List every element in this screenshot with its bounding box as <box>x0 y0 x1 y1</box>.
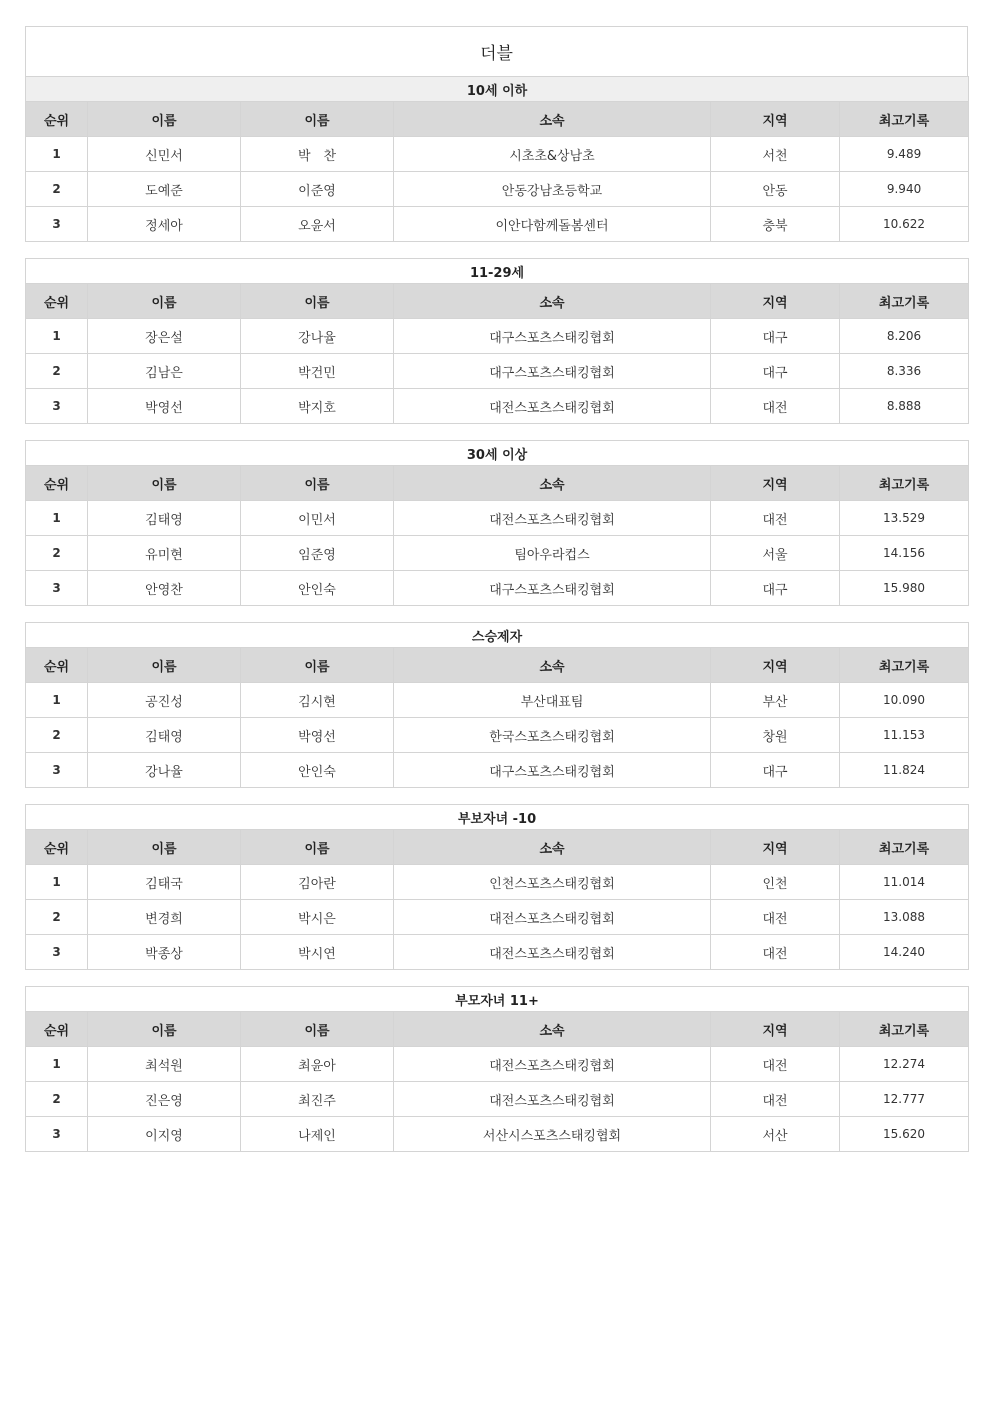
column-header-rank: 순위 <box>26 284 88 319</box>
cell-best-record: 11.824 <box>840 753 969 788</box>
table-row <box>26 900 969 935</box>
cell-rank: 2 <box>26 354 88 389</box>
cell-best-record: 12.777 <box>840 1082 969 1117</box>
section-gap <box>25 970 968 986</box>
cell-rank: 2 <box>26 536 88 571</box>
cell-name2: 임준영 <box>241 536 394 571</box>
table-row <box>26 319 969 354</box>
cell-name1: 정세아 <box>88 207 241 242</box>
column-header-best-record: 최고기록 <box>840 1012 969 1047</box>
cell-region: 대구 <box>711 753 840 788</box>
cell-name2: 오윤서 <box>241 207 394 242</box>
cell-best-record: 15.620 <box>840 1117 969 1152</box>
column-header-region: 지역 <box>711 102 840 137</box>
column-header-region: 지역 <box>711 648 840 683</box>
cell-name1: 김태영 <box>88 718 241 753</box>
table-row <box>26 683 969 718</box>
cell-name1: 박영선 <box>88 389 241 424</box>
cell-name1: 김태영 <box>88 501 241 536</box>
cell-name1: 강나율 <box>88 753 241 788</box>
column-header-name1: 이름 <box>88 466 241 501</box>
results-table <box>25 258 969 424</box>
category-label: 부모자녀 11+ <box>26 987 969 1012</box>
header-row <box>26 284 969 319</box>
category-row <box>26 441 969 466</box>
cell-name2: 최진주 <box>241 1082 394 1117</box>
cell-best-record: 14.156 <box>840 536 969 571</box>
column-header-rank: 순위 <box>26 830 88 865</box>
table-row <box>26 501 969 536</box>
cell-affiliation: 안동강남초등학교 <box>394 172 711 207</box>
cell-affiliation: 대전스포츠스태킹협회 <box>394 389 711 424</box>
category-row <box>26 259 969 284</box>
column-header-best-record: 최고기록 <box>840 830 969 865</box>
table-row <box>26 1047 969 1082</box>
column-header-name1: 이름 <box>88 830 241 865</box>
header-row <box>26 830 969 865</box>
cell-rank: 1 <box>26 137 88 172</box>
column-header-rank: 순위 <box>26 466 88 501</box>
cell-name2: 박건민 <box>241 354 394 389</box>
category-row <box>26 987 969 1012</box>
header-row <box>26 102 969 137</box>
column-header-name2: 이름 <box>241 648 394 683</box>
column-header-name2: 이름 <box>241 466 394 501</box>
cell-region: 서산 <box>711 1117 840 1152</box>
column-header-rank: 순위 <box>26 1012 88 1047</box>
cell-affiliation: 팀아우라컵스 <box>394 536 711 571</box>
cell-best-record: 9.940 <box>840 172 969 207</box>
column-header-best-record: 최고기록 <box>840 284 969 319</box>
cell-affiliation: 대구스포츠스태킹협회 <box>394 753 711 788</box>
cell-name2: 이민서 <box>241 501 394 536</box>
cell-rank: 3 <box>26 753 88 788</box>
cell-name1: 공진성 <box>88 683 241 718</box>
cell-rank: 2 <box>26 172 88 207</box>
sections-container <box>25 76 968 1152</box>
column-header-affiliation: 소속 <box>394 466 711 501</box>
cell-rank: 2 <box>26 1082 88 1117</box>
cell-name2: 박시은 <box>241 900 394 935</box>
column-header-name2: 이름 <box>241 284 394 319</box>
section-gap <box>25 424 968 440</box>
cell-affiliation: 대구스포츠스태킹협회 <box>394 354 711 389</box>
cell-rank: 2 <box>26 718 88 753</box>
category-row <box>26 77 969 102</box>
cell-region: 서천 <box>711 137 840 172</box>
cell-name2: 이준영 <box>241 172 394 207</box>
column-header-rank: 순위 <box>26 648 88 683</box>
column-header-best-record: 최고기록 <box>840 102 969 137</box>
column-header-region: 지역 <box>711 284 840 319</box>
cell-name2: 박지호 <box>241 389 394 424</box>
cell-best-record: 10.090 <box>840 683 969 718</box>
cell-region: 대전 <box>711 501 840 536</box>
column-header-name1: 이름 <box>88 648 241 683</box>
cell-name2: 나제인 <box>241 1117 394 1152</box>
cell-region: 대구 <box>711 319 840 354</box>
table-row <box>26 718 969 753</box>
table-row <box>26 1082 969 1117</box>
cell-best-record: 13.088 <box>840 900 969 935</box>
cell-best-record: 12.274 <box>840 1047 969 1082</box>
table-row <box>26 753 969 788</box>
column-header-name1: 이름 <box>88 284 241 319</box>
cell-best-record: 11.153 <box>840 718 969 753</box>
cell-rank: 2 <box>26 900 88 935</box>
cell-rank: 3 <box>26 571 88 606</box>
table-row <box>26 935 969 970</box>
cell-name2: 박 찬 <box>241 137 394 172</box>
cell-affiliation: 한국스포츠스태킹협회 <box>394 718 711 753</box>
cell-rank: 1 <box>26 1047 88 1082</box>
cell-affiliation: 대전스포츠스태킹협회 <box>394 1047 711 1082</box>
cell-affiliation: 시초초&상남초 <box>394 137 711 172</box>
cell-region: 대전 <box>711 1047 840 1082</box>
cell-name1: 유미현 <box>88 536 241 571</box>
results-table <box>25 622 969 788</box>
section-gap <box>25 788 968 804</box>
cell-best-record: 13.529 <box>840 501 969 536</box>
category-label: 스승제자 <box>26 623 969 648</box>
cell-rank: 1 <box>26 683 88 718</box>
column-header-name1: 이름 <box>88 1012 241 1047</box>
header-row <box>26 466 969 501</box>
table-row <box>26 536 969 571</box>
cell-affiliation: 부산대표팀 <box>394 683 711 718</box>
cell-rank: 3 <box>26 1117 88 1152</box>
cell-best-record: 8.206 <box>840 319 969 354</box>
category-label: 10세 이하 <box>26 77 969 102</box>
cell-region: 인천 <box>711 865 840 900</box>
cell-affiliation: 서산시스포츠스태킹협회 <box>394 1117 711 1152</box>
cell-best-record: 8.336 <box>840 354 969 389</box>
column-header-name2: 이름 <box>241 830 394 865</box>
column-header-region: 지역 <box>711 1012 840 1047</box>
cell-name2: 최윤아 <box>241 1047 394 1082</box>
cell-rank: 1 <box>26 319 88 354</box>
column-header-name2: 이름 <box>241 102 394 137</box>
table-row <box>26 354 969 389</box>
cell-name2: 안인숙 <box>241 571 394 606</box>
column-header-affiliation: 소속 <box>394 830 711 865</box>
column-header-affiliation: 소속 <box>394 284 711 319</box>
table-row <box>26 389 969 424</box>
cell-name2: 김시현 <box>241 683 394 718</box>
cell-rank: 3 <box>26 389 88 424</box>
cell-name2: 안인숙 <box>241 753 394 788</box>
category-row <box>26 623 969 648</box>
cell-region: 창원 <box>711 718 840 753</box>
cell-name1: 김남은 <box>88 354 241 389</box>
cell-affiliation: 대전스포츠스태킹협회 <box>394 1082 711 1117</box>
cell-region: 서울 <box>711 536 840 571</box>
cell-best-record: 15.980 <box>840 571 969 606</box>
cell-region: 대전 <box>711 1082 840 1117</box>
cell-affiliation: 대구스포츠스태킹협회 <box>394 319 711 354</box>
column-header-best-record: 최고기록 <box>840 648 969 683</box>
category-label: 30세 이상 <box>26 441 969 466</box>
cell-best-record: 10.622 <box>840 207 969 242</box>
column-header-best-record: 최고기록 <box>840 466 969 501</box>
cell-best-record: 11.014 <box>840 865 969 900</box>
section-gap <box>25 606 968 622</box>
cell-name2: 김아란 <box>241 865 394 900</box>
table-row <box>26 172 969 207</box>
cell-name1: 박종상 <box>88 935 241 970</box>
cell-name1: 장은설 <box>88 319 241 354</box>
cell-affiliation: 대구스포츠스태킹협회 <box>394 571 711 606</box>
column-header-region: 지역 <box>711 466 840 501</box>
cell-region: 부산 <box>711 683 840 718</box>
table-row <box>26 207 969 242</box>
column-header-rank: 순위 <box>26 102 88 137</box>
cell-name1: 신민서 <box>88 137 241 172</box>
column-header-affiliation: 소속 <box>394 648 711 683</box>
cell-best-record: 14.240 <box>840 935 969 970</box>
cell-affiliation: 대전스포츠스태킹협회 <box>394 501 711 536</box>
results-table <box>25 440 969 606</box>
cell-name2: 박영선 <box>241 718 394 753</box>
cell-name1: 변경희 <box>88 900 241 935</box>
cell-region: 대전 <box>711 389 840 424</box>
cell-rank: 1 <box>26 865 88 900</box>
column-header-name2: 이름 <box>241 1012 394 1047</box>
cell-name1: 최석원 <box>88 1047 241 1082</box>
results-table <box>25 986 969 1152</box>
cell-name1: 진은영 <box>88 1082 241 1117</box>
table-row <box>26 865 969 900</box>
table-row <box>26 571 969 606</box>
cell-rank: 1 <box>26 501 88 536</box>
results-table <box>25 804 969 970</box>
cell-affiliation: 대전스포츠스태킹협회 <box>394 935 711 970</box>
table-row <box>26 1117 969 1152</box>
cell-affiliation: 이안다함께돌봄센터 <box>394 207 711 242</box>
cell-region: 대전 <box>711 900 840 935</box>
cell-name1: 도예준 <box>88 172 241 207</box>
cell-best-record: 8.888 <box>840 389 969 424</box>
cell-region: 대구 <box>711 354 840 389</box>
header-row <box>26 648 969 683</box>
document-title: 더블 <box>25 26 968 76</box>
category-row <box>26 805 969 830</box>
cell-region: 대전 <box>711 935 840 970</box>
cell-name2: 박시연 <box>241 935 394 970</box>
category-label: 11-29세 <box>26 259 969 284</box>
cell-name1: 김태국 <box>88 865 241 900</box>
cell-region: 충북 <box>711 207 840 242</box>
cell-name1: 안영찬 <box>88 571 241 606</box>
column-header-affiliation: 소속 <box>394 1012 711 1047</box>
section-gap <box>25 242 968 258</box>
cell-affiliation: 인천스포츠스태킹협회 <box>394 865 711 900</box>
results-sheet <box>25 26 968 1152</box>
column-header-affiliation: 소속 <box>394 102 711 137</box>
table-row <box>26 137 969 172</box>
column-header-region: 지역 <box>711 830 840 865</box>
results-table <box>25 76 969 242</box>
header-row <box>26 1012 969 1047</box>
cell-best-record: 9.489 <box>840 137 969 172</box>
cell-name2: 강나율 <box>241 319 394 354</box>
cell-region: 대구 <box>711 571 840 606</box>
category-label: 부보자녀 -10 <box>26 805 969 830</box>
cell-name1: 이지영 <box>88 1117 241 1152</box>
cell-region: 안동 <box>711 172 840 207</box>
column-header-name1: 이름 <box>88 102 241 137</box>
cell-affiliation: 대전스포츠스태킹협회 <box>394 900 711 935</box>
cell-rank: 3 <box>26 935 88 970</box>
cell-rank: 3 <box>26 207 88 242</box>
